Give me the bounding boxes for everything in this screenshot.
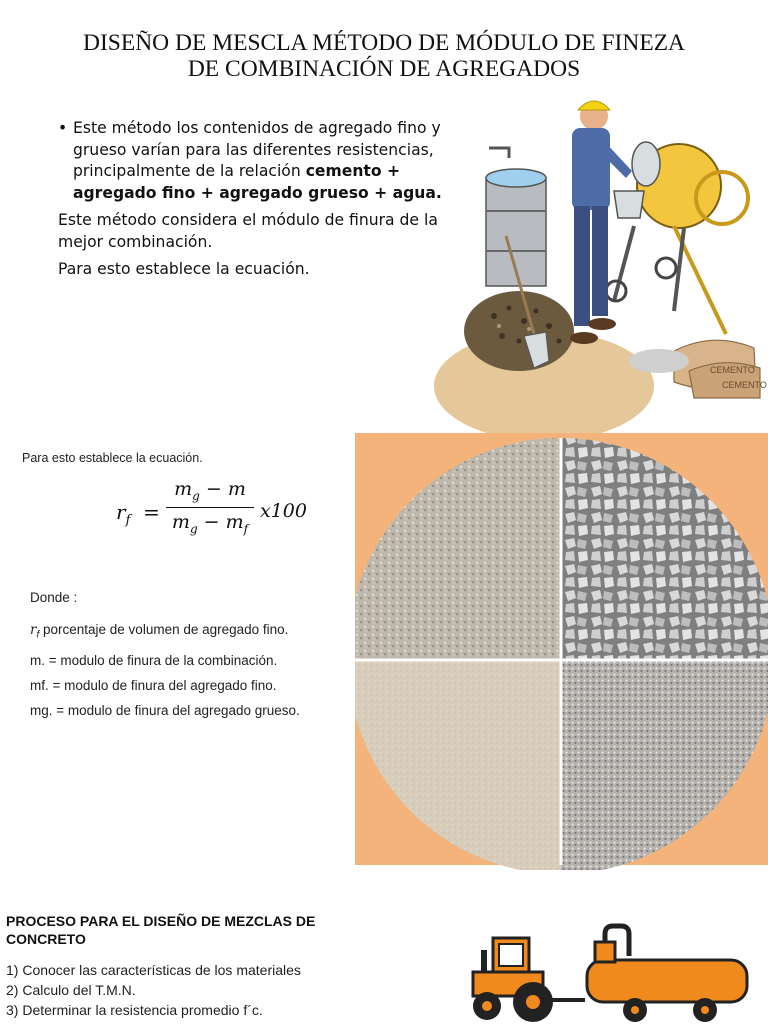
process-step: 3) Determinar la resistencia promedio f´c. [6, 1002, 263, 1018]
cement-bag-label: CEMENTO [722, 380, 767, 390]
paragraph-method: Este método considera el módulo de finura de la mejor combinación. [58, 211, 438, 251]
formula-num-op: − m [199, 478, 246, 500]
formula-denominator [166, 511, 254, 536]
paragraph-equation: Para esto establece la ecuación. [58, 260, 310, 278]
title-line-1: DISEÑO DE MESCLA MÉTODO DE MÓDULO DE FINEZA [82, 30, 686, 56]
definition-rf-text: porcentaje de volumen de agregado fino. [39, 622, 289, 637]
formula-lhs: r [116, 500, 126, 524]
slide-1-body [58, 118, 458, 287]
formula-den-sub-f: f [243, 521, 249, 536]
slide-2 [0, 412, 768, 872]
tractor-tanker-illustration [455, 920, 755, 1024]
formula-den-op: − m [197, 510, 244, 533]
definition-m: m. = modulo de finura de la combinación. [30, 652, 278, 668]
cement-bag-label: CEMENTO [710, 365, 755, 375]
aggregates-photo [355, 433, 768, 865]
bullet-item [58, 118, 458, 204]
bullet-text: Este método los contenidos de agregado fino y grueso varían para las diferentes resistencias, principalmente de la relación [73, 119, 441, 180]
worker-mixer-illustration [474, 86, 767, 398]
definition-rf-sub: f [36, 629, 40, 641]
definitions-list [30, 617, 360, 723]
slide-3 [0, 880, 768, 1024]
process-step: 2) Calculo del T.M.N. [6, 982, 136, 998]
definition-mf: mf. = modulo de finura del agregado fino. [30, 677, 277, 693]
donde-label: Donde : [30, 590, 78, 605]
process-step: 1) Conocer las características de los materiales [6, 962, 301, 978]
definition-rf-symbol: r [30, 622, 37, 638]
formula-den-m: m [171, 510, 190, 533]
title-line-2: DE COMBINACIÓN DE AGREGADOS [187, 56, 581, 82]
formula-num-m: m [174, 478, 193, 500]
definition-mg: mg. = modulo de finura del agregado grueso. [30, 702, 300, 718]
definition-rf [30, 617, 360, 648]
fraction-bar [166, 507, 254, 508]
bullet-bold-text: cemento + agregado fino + agregado grueso + agua. [73, 162, 442, 202]
fineness-formula: $r_f$ = $m_g - m$ $m_g - m_f$ x100 [116, 478, 307, 536]
slide-1-title [0, 30, 768, 82]
formula-den-sub: g [189, 521, 198, 536]
aggregates-circle [355, 433, 768, 865]
formula-multiplier: x100 [260, 500, 307, 522]
process-title: PROCESO PARA EL DISEÑO DE MEZCLAS DE CONCRETO [6, 913, 316, 947]
process-steps [6, 960, 301, 1020]
formula-num-sub: g [192, 488, 200, 503]
formula-lhs-sub: f [125, 513, 131, 528]
equation-intro: Para esto establece la ecuación. [22, 451, 203, 465]
slide-1 [0, 0, 768, 410]
formula-numerator [166, 478, 254, 503]
